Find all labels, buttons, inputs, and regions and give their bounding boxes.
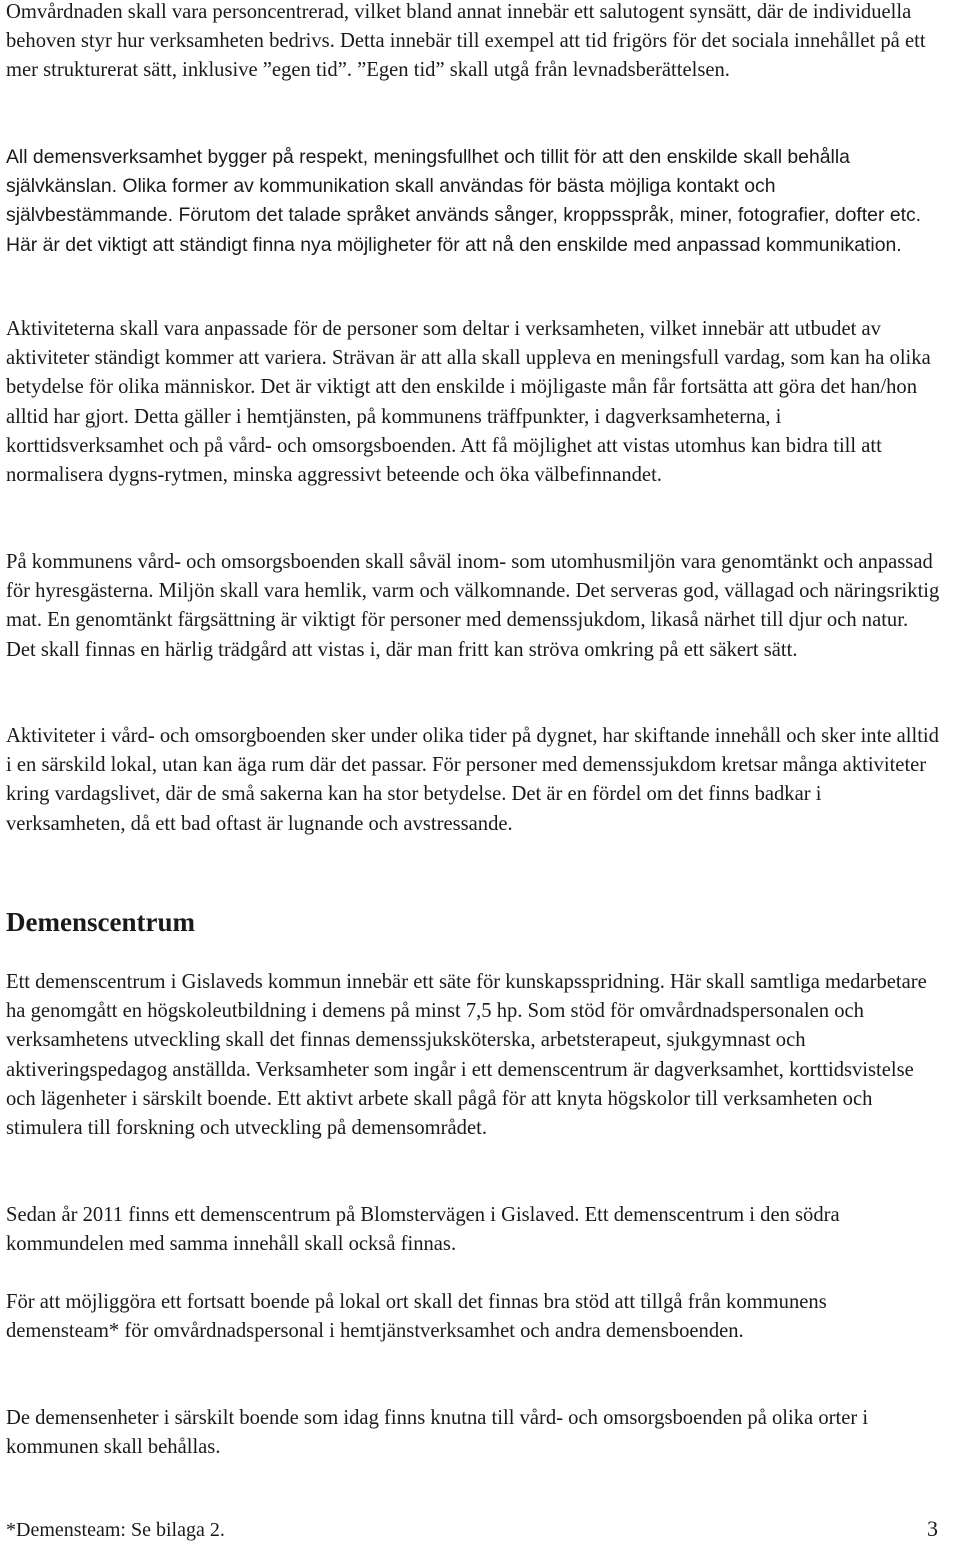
paragraph-care-homes-environment: På kommunens vård- och omsorgsboenden skall såväl inom- som utomhusmiljön vara genomtänkt och anpassad för hyresgästerna. Miljön skall vara hemlik, varm och välkomnande. Det serveras god, vällagad och näringsriktig mat. En genomtänkt färgsättning är viktigt för personer med demenssjukdom, likaså närhet till djur och natur. Det skall finnas en härlig trädgård att vistas i, där man fritt kan ströva omkring på ett säkert sätt. — [6, 551, 940, 661]
paragraph-communication: All demensverksamhet bygger på respekt, meningsfullhet och tillit för att den enskilde skall behålla självkänslan. Olika former av kommunikation skall användas för bästa möjliga kontakt och självbestämmande. Förutom det talade språket används sånger, kroppsspråk, miner, fotografier, dofter etc. Här är det viktigt att ständigt finna nya möjligheter för att nå den enskilde med anpassad kommunikation. — [6, 146, 922, 256]
paragraph-dementia-units: De demensenheter i särskilt boende som idag finns knutna till vård- och omsorgsboenden på olika orter i kommunen skall behållas. — [6, 1407, 869, 1459]
paragraph-activities: Aktiviteterna skall vara anpassade för de personer som deltar i verksamheten, vilket innebär att utbudet av aktiviteter ständigt kommer att variera. Strävan är att alla skall uppleva en meningsfull vardag, som kan ha olika betydelse för olika människor. Det är viktigt att den enskilde i möjligaste mån får fortsätta att göra det han/hon alltid har gjort. Detta gäller i hemtjänsten, på kommunens träffpunkter, i dagverksamheterna, i korttidsverksamhet och på vård- och omsorgsboenden. Att få möjlighet att vistas utomhus kan bidra till att normalisera dygns-rytmen, minska aggressivt beteende och öka välbefinnandet. — [6, 318, 931, 487]
paragraph-care-home-activities: Aktiviteter i vård- och omsorgboenden sker under olika tider på dygnet, har skiftande innehåll och sker inte alltid i en särskild lokal, utan kan äga rum där det passar. För personer med demenssjukdom kretsar många aktiviteter kring vardagslivet, där de små sakerna kan ha stor betydelse. Det är en fördel om det finns badkar i verksamheten, då ett bad oftast är lugnande och avstressande. — [6, 725, 939, 835]
paragraph-dementia-team-support: För att möjliggöra ett fortsatt boende på lokal ort skall det finnas bra stöd att tillgå från kommunens demensteam* för omvårdnadspersonal i hemtjänstverksamhet och andra demensboenden. — [6, 1291, 827, 1343]
paragraph-demenscentrum-definition: Ett demenscentrum i Gislaveds kommun innebär ett säte för kunskapsspridning. Här skall samtliga medarbetare ha genomgått en högskoleutbildning i demens på minst 7,5 hp. Som stöd för omvårdnadspersonalen och verksamhetens utveckling skall det finnas demenssjuksköterska, arbetsterapeut, sjukgymnast och aktiveringspedagog anställda. Verksamheter som ingår i ett demenscentrum är dagverksamhet, korttidsvistelse och lägenheter i särskilt boende. Ett aktivt arbete skall pågå för att knyta högskolor till verksamheten och stimulera till forskning och utveckling på demensområdet. — [6, 971, 927, 1140]
section-heading-demenscentrum: Demenscentrum — [6, 907, 195, 937]
page-number: 3 — [927, 1516, 938, 1541]
footnote: *Demensteam: Se bilaga 2. — [6, 1519, 225, 1541]
paragraph-demenscentrum-gislaved: Sedan år 2011 finns ett demenscentrum på Blomstervägen i Gislaved. Ett demenscentrum i den södra kommundelen med samma innehåll skall också finnas. — [6, 1204, 840, 1256]
paragraph-person-centred-care: Omvårdnaden skall vara personcentrerad, vilket bland annat innebär ett salutogent synsätt, där de individuella behoven styr hur verksamheten bedrivs. Detta innebär till exempel att tid frigörs för det sociala innehållet på ett mer strukturerat sätt, inklusive ”egen tid”. ”Egen tid” skall utgå från levnadsberättelsen. — [6, 1, 926, 82]
